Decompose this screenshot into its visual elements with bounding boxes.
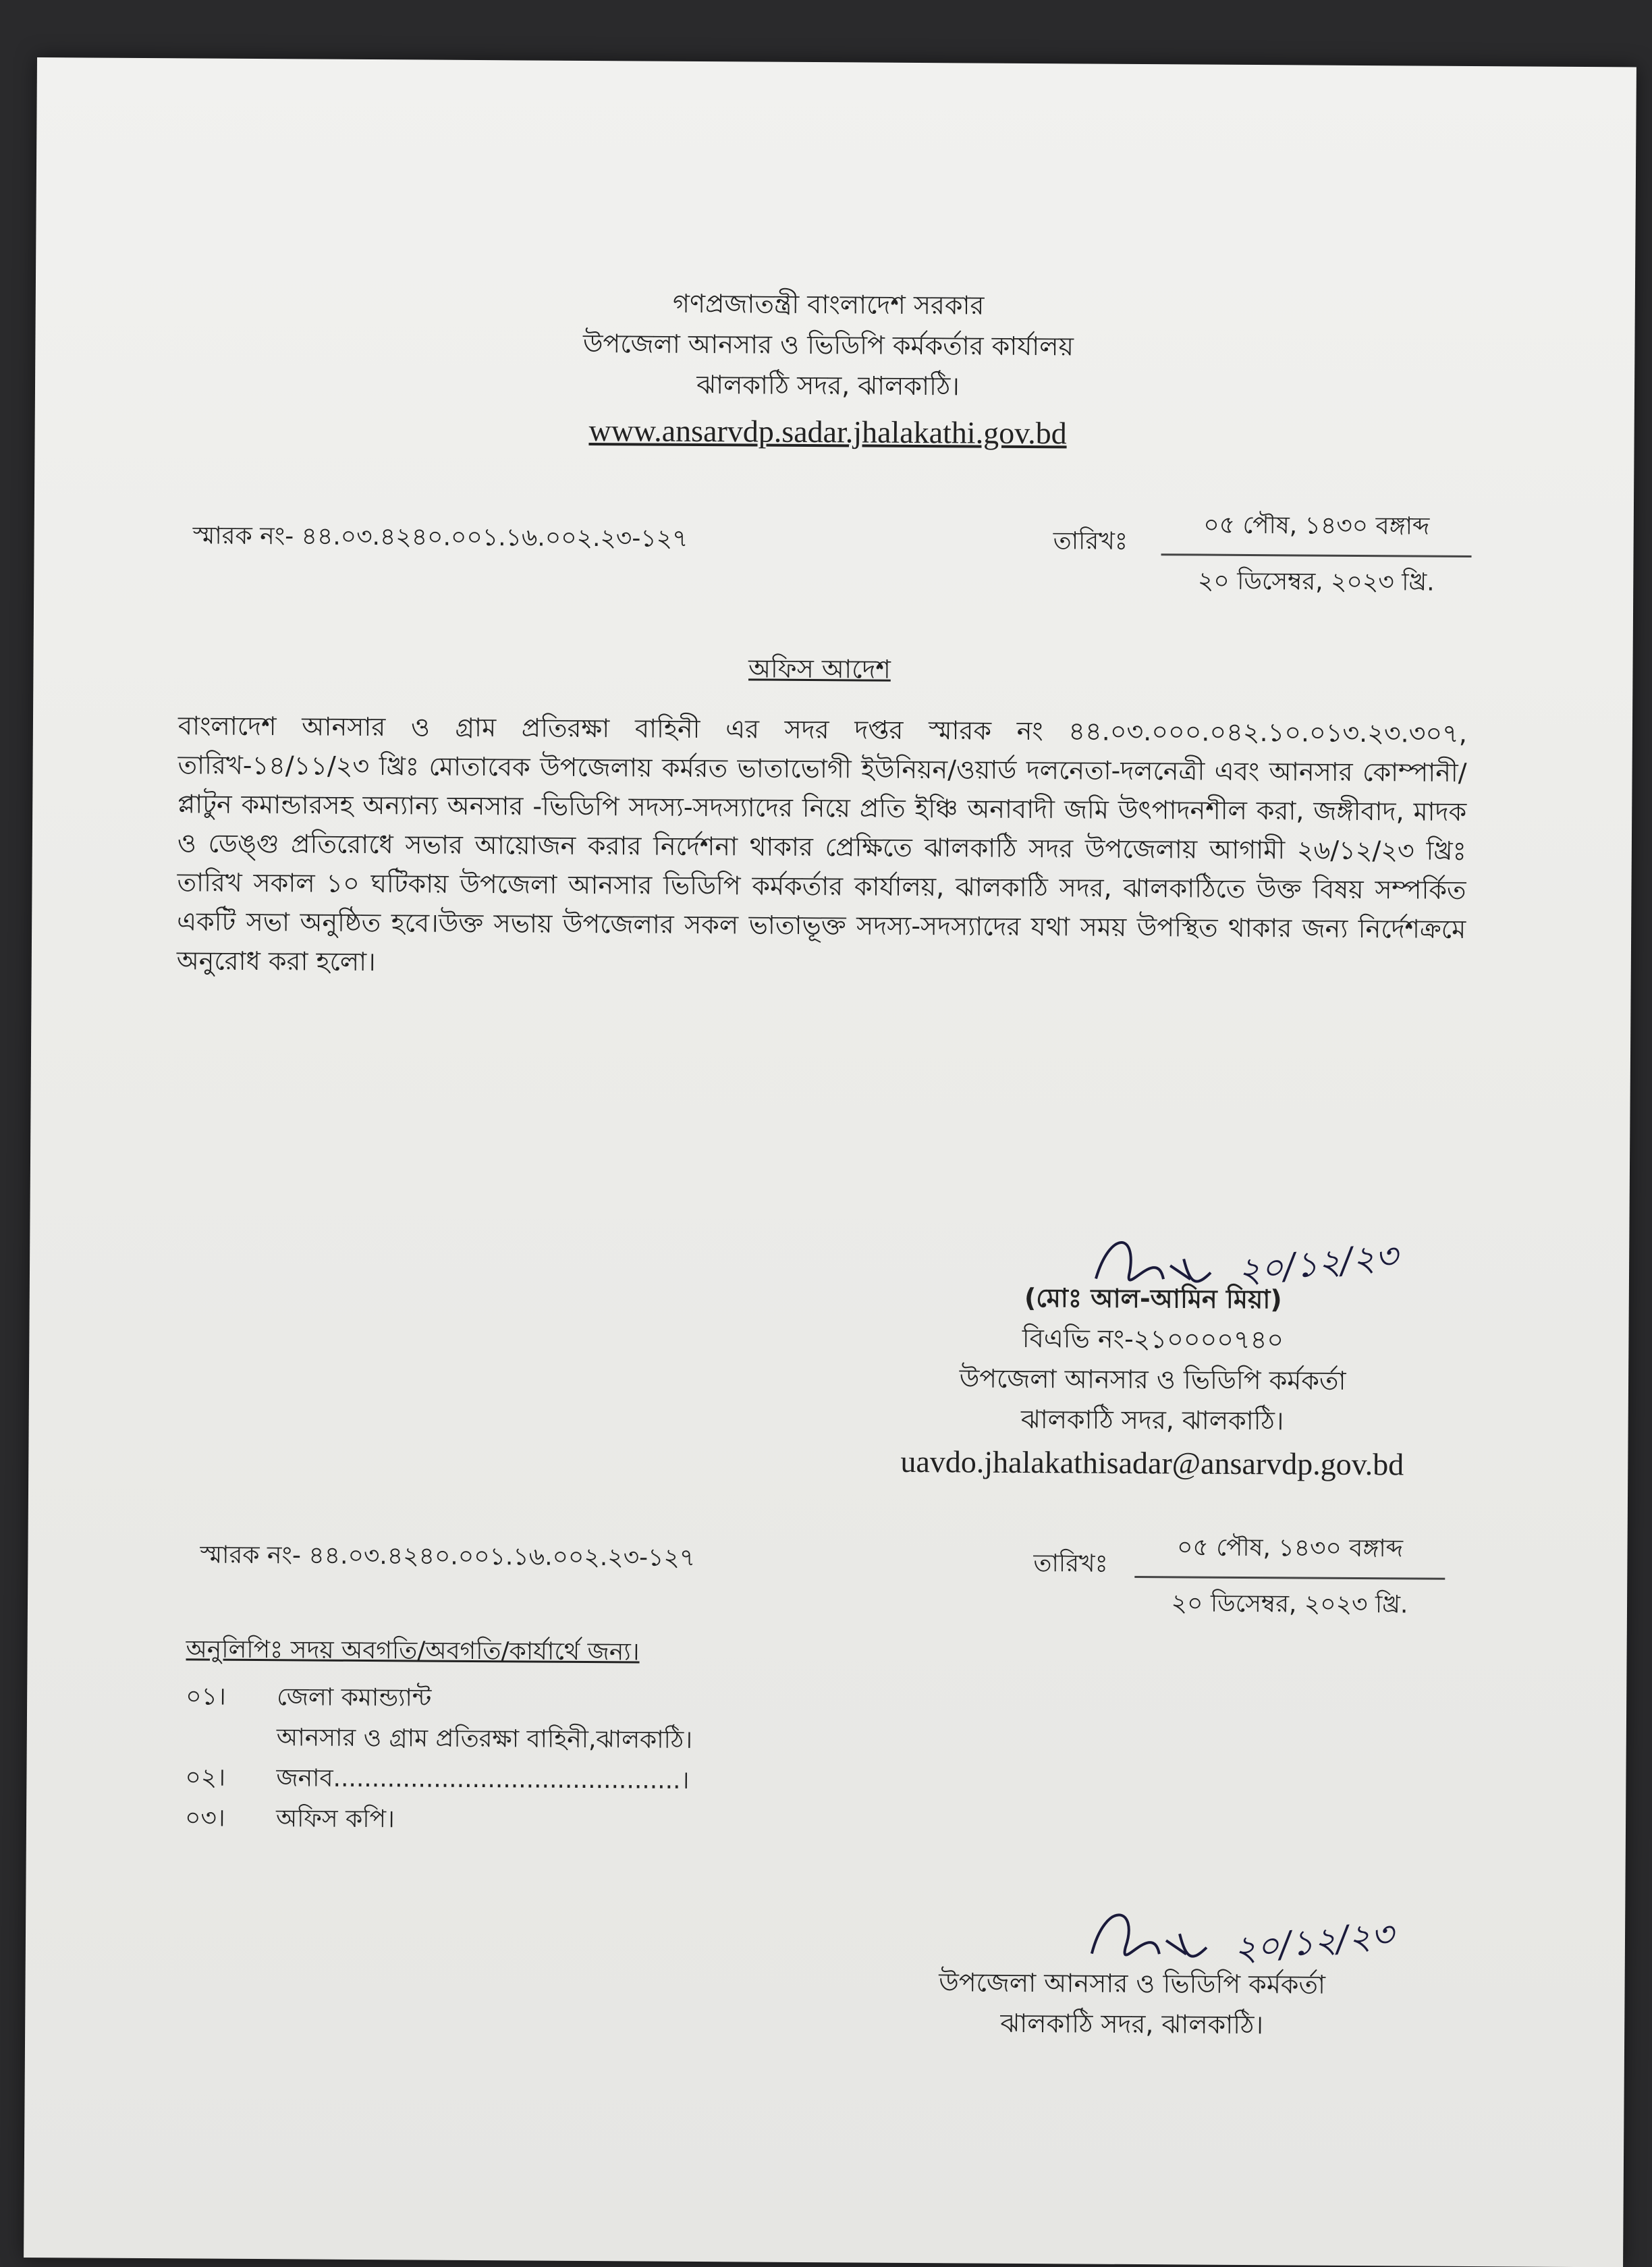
date-block [1161, 506, 1472, 605]
header-website[interactable]: www.ansarvdp.sadar.jhalakathi.gov.bd [588, 413, 1067, 451]
signatory-designation: উপজেলা আনসার ও ভিডিপি কর্মকর্তা [959, 1363, 1346, 1396]
item-text-continued: আনসার ও গ্রাম প্রতিরক্ষা বাহিনী,ঝালকাঠি। [276, 1724, 693, 1754]
distribution-heading: অনুলিপিঃ সদয় অবগতি/অবগতি/কার্যার্থে জন্য। [186, 1635, 640, 1666]
distribution-item [184, 1799, 395, 1840]
date-bangla: ০৫ পৌষ, ১৪৩০ বঙ্গাব্দ [1161, 506, 1472, 557]
item-text: জেলা কমান্ড্যান্ট [277, 1683, 432, 1712]
date-label: তারিখঃ [1053, 527, 1128, 555]
signatory-id: বিএভি নং-২১০০০০৭৪০ [1022, 1323, 1284, 1355]
distribution-item [186, 1678, 432, 1718]
order-title: অফিস আদেশ [748, 653, 891, 684]
item-text: অফিস কপি। [275, 1805, 395, 1834]
item-number: ০১। [186, 1683, 226, 1711]
order-body: বাংলাদেশ আনসার ও গ্রাম প্রতিরক্ষা বাহিনী এর সদর দপ্তর স্মারক নং ৪৪.০৩.০০০.০৪২.১০.০১৩.২৩.৩০৭, তারিখ-১৪/১১/২৩ খ্রিঃ মোতাবেক উপজেলায় কর্মরত ভাতাভোগী ইউনিয়ন/ওয়ার্ড দলনেতা-দলনেত্রী এবং আনসার কোম্পানী/প্লাটুন কমান্ডারসহ অন্যান্য অনসার -ভিডিপি সদস্য-সদস্যাদের নিয়ে প্রতি ইঞ্চি অনাবাদী জমি উৎপাদনশীল করা, জঙ্গীবাদ, মাদক ও ডেঙ্গু প্রতিরোধে সভার আয়োজন করার নির্দেশনা থাকার প্রেক্ষিতে ঝালকাঠি সদর উপজেলায় আগামী ২৬/১২/২৩ খ্রিঃ তারিখ সকাল ১০ ঘটিকায় উপজেলা আনসার ভিডিপি কর্মকর্তার কার্যালয়, ঝালকাঠি সদর, ঝালকাঠিতে উক্ত বিষয় সম্পর্কিত একটি সভা অনুষ্ঠিত হবে।উক্ত সভায় উপজেলার সকল ভাতাভূক্ত সদস্য-সদস্যাদের যথা সময় উপস্থিত থাকার জন্য নির্দেশক্রমে অনুরোধ করা হলো। [176, 711, 1468, 977]
document-page [24, 57, 1636, 2267]
memo2-date-label: তারিখঃ [1033, 1550, 1108, 1578]
footer-location: ঝালকাঠি সদর, ঝালকাঠি। [1000, 2008, 1264, 2040]
footer-designation: উপজেলা আনসার ও ভিডিপি কর্মকর্তা [939, 1967, 1326, 2000]
header-location: ঝালকাঠি সদর, ঝালকাঠি। [696, 369, 960, 402]
item-number: ০৩। [184, 1804, 225, 1832]
memo2-number: স্মারক নং- ৪৪.০৩.৪২৪০.০০১.১৬.০০২.২৩-১২৭ [200, 1541, 696, 1572]
memo2-date-bangla: ০৫ পৌষ, ১৪৩০ বঙ্গাব্দ [1134, 1529, 1445, 1580]
signatory-email[interactable]: uavdo.jhalakathisadar@ansarvdp.gov.bd [900, 1444, 1404, 1482]
footer-signature-date: ২০/১২/২৩ [1232, 1914, 1396, 1971]
date-english: ২০ ডিসেম্বর, ২০২৩ খ্রি. [1197, 567, 1435, 597]
distribution-item [185, 1759, 690, 1799]
header-government: গণপ্রজাতন্ত্রী বাংলাদেশ সরকার [673, 288, 985, 321]
item-text: জনাব.............................................। [276, 1764, 690, 1795]
memo2-date-english: ২০ ডিসেম্বর, ২০২৩ খ্রি. [1171, 1589, 1408, 1619]
memo2-date-block [1134, 1529, 1446, 1627]
signatory-location: ঝালকাঠি সদর, ঝালকাঠি। [1020, 1404, 1284, 1436]
header-office: উপজেলা আনসার ও ভিডিপি কর্মকর্তার কার্যালয় [582, 328, 1074, 362]
signatory-name: (মোঃ আল-আমিন মিয়া) [1024, 1282, 1282, 1315]
item-number: ০২। [185, 1764, 226, 1792]
memo-number: স্মারক নং- ৪৪.০৩.৪২৪০.০০১.১৬.০০২.২৩-১২৭ [192, 522, 688, 553]
signature-date: ২০/১২/২৩ [1236, 1236, 1400, 1292]
